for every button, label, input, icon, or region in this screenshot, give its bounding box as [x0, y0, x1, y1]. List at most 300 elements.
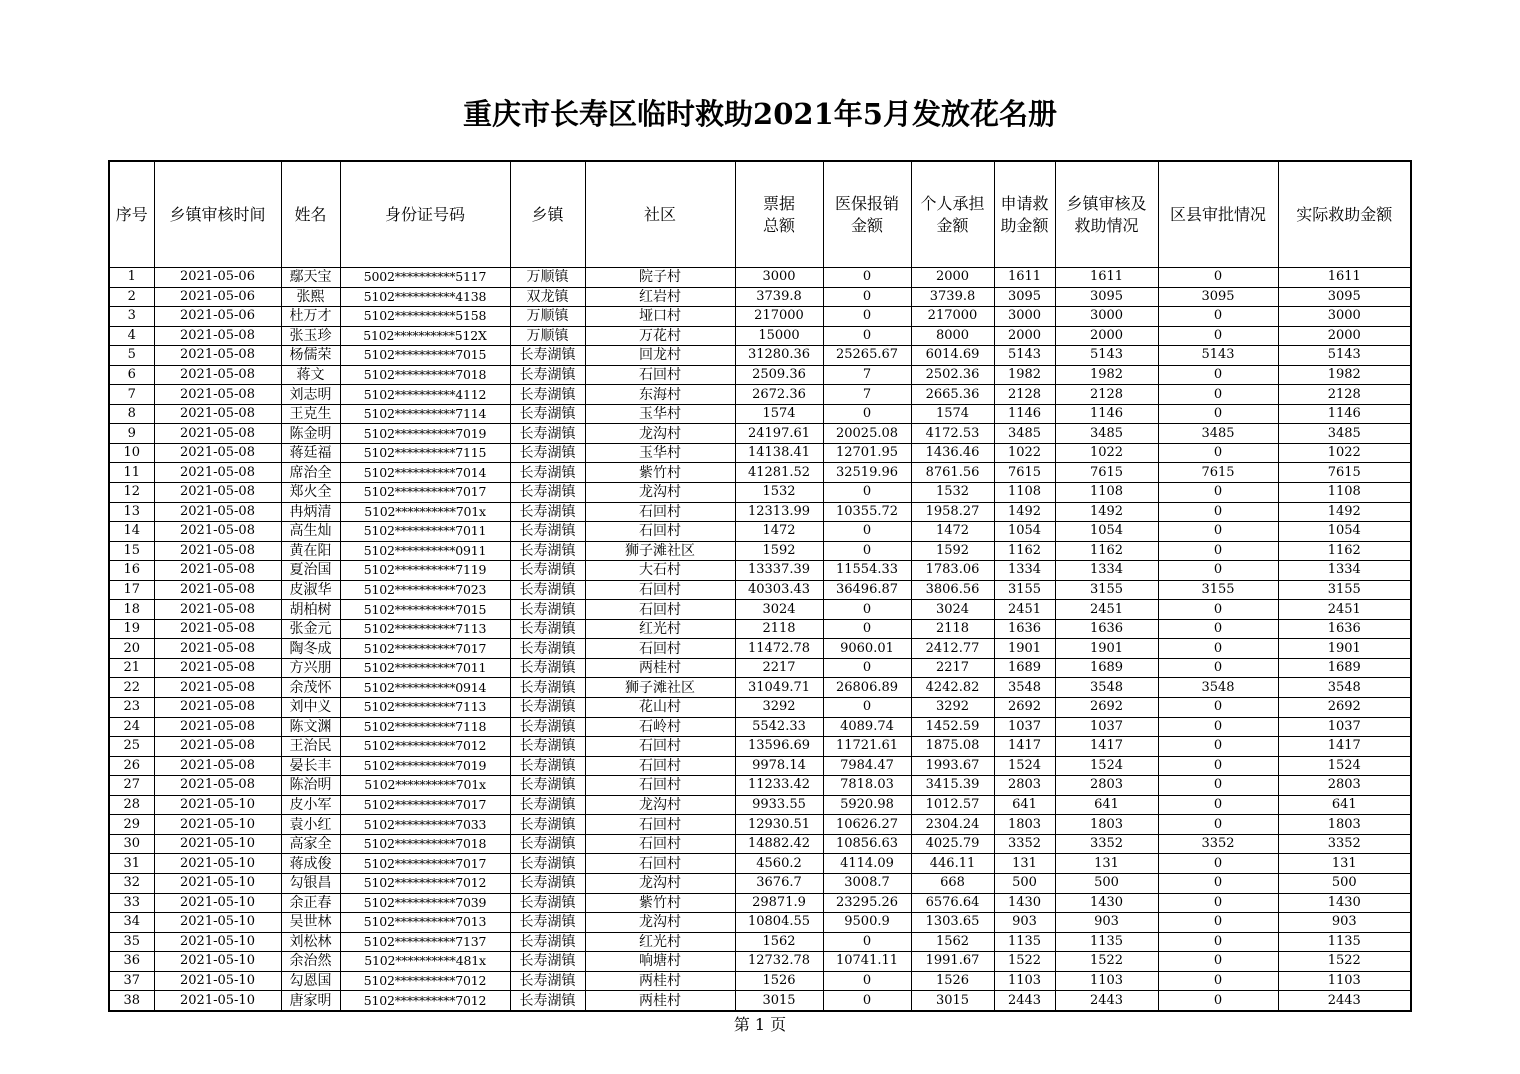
cell-township: 长寿湖镇 — [510, 463, 585, 483]
cell-name: 席治全 — [281, 463, 340, 483]
cell-actual-amount: 1037 — [1278, 717, 1411, 737]
cell-personal-burden: 1436.46 — [911, 443, 994, 463]
cell-personal-burden: 1532 — [911, 483, 994, 503]
cell-district-approval: 0 — [1158, 756, 1278, 776]
cell-review-date: 2021-05-08 — [154, 443, 281, 463]
cell-township: 万顺镇 — [510, 326, 585, 346]
cell-township-review: 131 — [1055, 854, 1158, 874]
cell-personal-burden: 446.11 — [911, 854, 994, 874]
cell-actual-amount: 1108 — [1278, 483, 1411, 503]
cell-personal-burden: 3024 — [911, 600, 994, 620]
cell-township-review: 2000 — [1055, 326, 1158, 346]
cell-requested-amount: 1334 — [994, 561, 1055, 581]
cell-township-review: 1103 — [1055, 971, 1158, 991]
cell-bill-total: 4560.2 — [735, 854, 823, 874]
cell-community: 石回村 — [585, 776, 735, 796]
cell-community: 石回村 — [585, 502, 735, 522]
cell-bill-total: 2217 — [735, 658, 823, 678]
cell-review-date: 2021-05-08 — [154, 346, 281, 366]
cell-township-review: 1901 — [1055, 639, 1158, 659]
table-row — [109, 991, 1411, 1011]
cell-actual-amount: 1689 — [1278, 658, 1411, 678]
cell-bill-total: 1532 — [735, 483, 823, 503]
cell-bill-total: 3676.7 — [735, 873, 823, 893]
cell-actual-amount: 3485 — [1278, 424, 1411, 444]
header-col-index: 序号 — [109, 161, 154, 268]
cell-id-number: 5102**********7015 — [340, 600, 510, 620]
cell-name: 夏治国 — [281, 561, 340, 581]
cell-township: 长寿湖镇 — [510, 834, 585, 854]
table-row — [109, 913, 1411, 933]
cell-personal-burden: 3806.56 — [911, 580, 994, 600]
cell-insurance-reimbursement: 25265.67 — [823, 346, 911, 366]
cell-community: 石回村 — [585, 522, 735, 542]
cell-id-number: 5102**********7039 — [340, 893, 510, 913]
cell-township: 长寿湖镇 — [510, 502, 585, 522]
cell-district-approval: 0 — [1158, 854, 1278, 874]
cell-actual-amount: 7615 — [1278, 463, 1411, 483]
cell-requested-amount: 1636 — [994, 619, 1055, 639]
cell-actual-amount: 1636 — [1278, 619, 1411, 639]
cell-requested-amount: 2128 — [994, 385, 1055, 405]
cell-index: 9 — [109, 424, 154, 444]
cell-index: 25 — [109, 737, 154, 757]
cell-index: 13 — [109, 502, 154, 522]
cell-township: 长寿湖镇 — [510, 893, 585, 913]
cell-actual-amount: 1135 — [1278, 932, 1411, 952]
cell-review-date: 2021-05-08 — [154, 619, 281, 639]
cell-township: 长寿湖镇 — [510, 365, 585, 385]
cell-township: 长寿湖镇 — [510, 815, 585, 835]
cell-name: 晏长丰 — [281, 756, 340, 776]
cell-id-number: 5102**********7017 — [340, 854, 510, 874]
cell-index: 4 — [109, 326, 154, 346]
cell-index: 23 — [109, 698, 154, 718]
cell-name: 方兴朋 — [281, 658, 340, 678]
cell-actual-amount: 3095 — [1278, 287, 1411, 307]
cell-name: 皮淑华 — [281, 580, 340, 600]
cell-township: 长寿湖镇 — [510, 795, 585, 815]
cell-township: 长寿湖镇 — [510, 971, 585, 991]
cell-township: 长寿湖镇 — [510, 619, 585, 639]
cell-insurance-reimbursement: 0 — [823, 404, 911, 424]
cell-community: 石回村 — [585, 600, 735, 620]
cell-name: 郑火全 — [281, 483, 340, 503]
cell-district-approval: 0 — [1158, 795, 1278, 815]
cell-bill-total: 3739.8 — [735, 287, 823, 307]
cell-insurance-reimbursement: 7984.47 — [823, 756, 911, 776]
cell-insurance-reimbursement: 7818.03 — [823, 776, 911, 796]
cell-township: 长寿湖镇 — [510, 600, 585, 620]
cell-district-approval: 3548 — [1158, 678, 1278, 698]
cell-index: 7 — [109, 385, 154, 405]
cell-index: 1 — [109, 268, 154, 288]
cell-insurance-reimbursement: 0 — [823, 619, 911, 639]
cell-bill-total: 31049.71 — [735, 678, 823, 698]
cell-township-review: 2443 — [1055, 991, 1158, 1011]
cell-actual-amount: 1022 — [1278, 443, 1411, 463]
table-row — [109, 873, 1411, 893]
table-row — [109, 600, 1411, 620]
cell-review-date: 2021-05-10 — [154, 932, 281, 952]
cell-id-number: 5102**********7012 — [340, 873, 510, 893]
table-row — [109, 326, 1411, 346]
cell-community: 石回村 — [585, 580, 735, 600]
cell-name: 刘松林 — [281, 932, 340, 952]
cell-township-review: 1146 — [1055, 404, 1158, 424]
cell-name: 勾恩国 — [281, 971, 340, 991]
cell-actual-amount: 3352 — [1278, 834, 1411, 854]
cell-actual-amount: 3548 — [1278, 678, 1411, 698]
cell-index: 20 — [109, 639, 154, 659]
cell-name: 陶冬成 — [281, 639, 340, 659]
cell-review-date: 2021-05-10 — [154, 815, 281, 835]
cell-township: 长寿湖镇 — [510, 424, 585, 444]
cell-township: 长寿湖镇 — [510, 561, 585, 581]
cell-community: 玉华村 — [585, 443, 735, 463]
cell-index: 3 — [109, 307, 154, 327]
cell-index: 17 — [109, 580, 154, 600]
cell-personal-burden: 1875.08 — [911, 737, 994, 757]
cell-district-approval: 0 — [1158, 952, 1278, 972]
cell-bill-total: 13337.39 — [735, 561, 823, 581]
cell-bill-total: 1592 — [735, 541, 823, 561]
cell-actual-amount: 1522 — [1278, 952, 1411, 972]
cell-requested-amount: 3485 — [994, 424, 1055, 444]
cell-personal-burden: 3739.8 — [911, 287, 994, 307]
cell-actual-amount: 2128 — [1278, 385, 1411, 405]
cell-actual-amount: 131 — [1278, 854, 1411, 874]
cell-district-approval: 0 — [1158, 443, 1278, 463]
cell-personal-burden: 4242.82 — [911, 678, 994, 698]
cell-township: 长寿湖镇 — [510, 854, 585, 874]
header-col-actual-amount: 实际救助金额 — [1278, 161, 1411, 268]
table-row — [109, 795, 1411, 815]
table-row — [109, 639, 1411, 659]
cell-township: 长寿湖镇 — [510, 522, 585, 542]
cell-name: 杜万才 — [281, 307, 340, 327]
cell-bill-total: 14882.42 — [735, 834, 823, 854]
cell-township-review: 3000 — [1055, 307, 1158, 327]
cell-bill-total: 1574 — [735, 404, 823, 424]
cell-id-number: 5102**********512X — [340, 326, 510, 346]
cell-personal-burden: 1958.27 — [911, 502, 994, 522]
cell-community: 红光村 — [585, 932, 735, 952]
cell-id-number: 5102**********7012 — [340, 971, 510, 991]
cell-district-approval: 0 — [1158, 307, 1278, 327]
cell-index: 28 — [109, 795, 154, 815]
cell-personal-burden: 6014.69 — [911, 346, 994, 366]
cell-township-review: 7615 — [1055, 463, 1158, 483]
table-row — [109, 658, 1411, 678]
cell-name: 王治民 — [281, 737, 340, 757]
cell-insurance-reimbursement: 4089.74 — [823, 717, 911, 737]
cell-bill-total: 9933.55 — [735, 795, 823, 815]
cell-name: 蒋廷福 — [281, 443, 340, 463]
cell-township-review: 1689 — [1055, 658, 1158, 678]
cell-township-review: 1522 — [1055, 952, 1158, 972]
cell-name: 黄在阳 — [281, 541, 340, 561]
cell-township: 双龙镇 — [510, 287, 585, 307]
cell-id-number: 5102**********4112 — [340, 385, 510, 405]
cell-personal-burden: 1592 — [911, 541, 994, 561]
cell-district-approval: 0 — [1158, 873, 1278, 893]
cell-personal-burden: 1993.67 — [911, 756, 994, 776]
cell-id-number: 5102**********0911 — [340, 541, 510, 561]
cell-requested-amount: 1982 — [994, 365, 1055, 385]
cell-district-approval: 0 — [1158, 893, 1278, 913]
cell-personal-burden: 2502.36 — [911, 365, 994, 385]
cell-requested-amount: 500 — [994, 873, 1055, 893]
cell-insurance-reimbursement: 10355.72 — [823, 502, 911, 522]
cell-insurance-reimbursement: 0 — [823, 698, 911, 718]
cell-insurance-reimbursement: 36496.87 — [823, 580, 911, 600]
cell-personal-burden: 8761.56 — [911, 463, 994, 483]
cell-review-date: 2021-05-10 — [154, 991, 281, 1011]
cell-township: 长寿湖镇 — [510, 717, 585, 737]
cell-review-date: 2021-05-10 — [154, 854, 281, 874]
table-row — [109, 619, 1411, 639]
cell-actual-amount: 641 — [1278, 795, 1411, 815]
cell-review-date: 2021-05-08 — [154, 483, 281, 503]
cell-township-review: 2128 — [1055, 385, 1158, 405]
cell-index: 24 — [109, 717, 154, 737]
cell-community: 玉华村 — [585, 404, 735, 424]
page-footer: 第 1 页 — [733, 1015, 787, 1034]
cell-community: 石回村 — [585, 854, 735, 874]
cell-township-review: 5143 — [1055, 346, 1158, 366]
cell-insurance-reimbursement: 10626.27 — [823, 815, 911, 835]
header-col-township-review: 乡镇审核及 救助情况 — [1055, 161, 1158, 268]
header-col-community: 社区 — [585, 161, 735, 268]
cell-insurance-reimbursement: 0 — [823, 287, 911, 307]
cell-name: 唐家明 — [281, 991, 340, 1011]
cell-id-number: 5002**********5117 — [340, 268, 510, 288]
cell-community: 紫竹村 — [585, 463, 735, 483]
cell-index: 18 — [109, 600, 154, 620]
cell-requested-amount: 1689 — [994, 658, 1055, 678]
cell-township-review: 3095 — [1055, 287, 1158, 307]
cell-township-review: 1108 — [1055, 483, 1158, 503]
cell-requested-amount: 641 — [994, 795, 1055, 815]
cell-bill-total: 10804.55 — [735, 913, 823, 933]
cell-insurance-reimbursement: 10741.11 — [823, 952, 911, 972]
cell-township: 长寿湖镇 — [510, 346, 585, 366]
table-row — [109, 580, 1411, 600]
cell-index: 37 — [109, 971, 154, 991]
cell-insurance-reimbursement: 9060.01 — [823, 639, 911, 659]
cell-index: 8 — [109, 404, 154, 424]
table-row — [109, 404, 1411, 424]
cell-district-approval: 0 — [1158, 619, 1278, 639]
cell-district-approval: 3485 — [1158, 424, 1278, 444]
cell-bill-total: 1562 — [735, 932, 823, 952]
cell-index: 19 — [109, 619, 154, 639]
cell-index: 10 — [109, 443, 154, 463]
cell-personal-burden: 1452.59 — [911, 717, 994, 737]
cell-name: 袁小红 — [281, 815, 340, 835]
cell-requested-amount: 3352 — [994, 834, 1055, 854]
cell-actual-amount: 1146 — [1278, 404, 1411, 424]
cell-bill-total: 12732.78 — [735, 952, 823, 972]
cell-actual-amount: 1611 — [1278, 268, 1411, 288]
cell-insurance-reimbursement: 0 — [823, 326, 911, 346]
cell-review-date: 2021-05-10 — [154, 913, 281, 933]
table-row — [109, 776, 1411, 796]
cell-insurance-reimbursement: 0 — [823, 658, 911, 678]
header-col-id-number: 身份证号码 — [340, 161, 510, 268]
table-row — [109, 561, 1411, 581]
cell-township-review: 1430 — [1055, 893, 1158, 913]
cell-district-approval: 0 — [1158, 717, 1278, 737]
cell-name: 蒋文 — [281, 365, 340, 385]
cell-township-review: 500 — [1055, 873, 1158, 893]
cell-district-approval: 0 — [1158, 932, 1278, 952]
header-col-requested-amount: 申请救 助金额 — [994, 161, 1055, 268]
cell-township: 长寿湖镇 — [510, 678, 585, 698]
cell-township-review: 1417 — [1055, 737, 1158, 757]
cell-name: 张玉珍 — [281, 326, 340, 346]
cell-personal-burden: 4025.79 — [911, 834, 994, 854]
cell-requested-amount: 1054 — [994, 522, 1055, 542]
table-row — [109, 307, 1411, 327]
cell-id-number: 5102**********7023 — [340, 580, 510, 600]
cell-township: 长寿湖镇 — [510, 541, 585, 561]
cell-id-number: 5102**********7019 — [340, 756, 510, 776]
cell-actual-amount: 903 — [1278, 913, 1411, 933]
cell-community: 石回村 — [585, 639, 735, 659]
cell-index: 38 — [109, 991, 154, 1011]
cell-township: 长寿湖镇 — [510, 580, 585, 600]
table-row — [109, 541, 1411, 561]
cell-personal-burden: 668 — [911, 873, 994, 893]
cell-district-approval: 0 — [1158, 776, 1278, 796]
cell-review-date: 2021-05-08 — [154, 600, 281, 620]
cell-requested-amount: 3000 — [994, 307, 1055, 327]
cell-insurance-reimbursement: 0 — [823, 932, 911, 952]
table-row — [109, 893, 1411, 913]
cell-community: 两桂村 — [585, 971, 735, 991]
cell-index: 36 — [109, 952, 154, 972]
cell-requested-amount: 1524 — [994, 756, 1055, 776]
table-row — [109, 678, 1411, 698]
table-row — [109, 443, 1411, 463]
header-col-bill-total: 票据 总额 — [735, 161, 823, 268]
cell-township: 长寿湖镇 — [510, 776, 585, 796]
header-col-review-date: 乡镇审核时间 — [154, 161, 281, 268]
cell-review-date: 2021-05-10 — [154, 893, 281, 913]
cell-township-review: 2451 — [1055, 600, 1158, 620]
table-row — [109, 522, 1411, 542]
cell-name: 陈金明 — [281, 424, 340, 444]
cell-actual-amount: 3155 — [1278, 580, 1411, 600]
cell-name: 吴世林 — [281, 913, 340, 933]
cell-name: 余茂怀 — [281, 678, 340, 698]
cell-requested-amount: 3548 — [994, 678, 1055, 698]
table-row — [109, 756, 1411, 776]
cell-name: 陈治明 — [281, 776, 340, 796]
cell-district-approval: 0 — [1158, 815, 1278, 835]
table-header-row — [109, 161, 1411, 268]
cell-requested-amount: 1022 — [994, 443, 1055, 463]
cell-community: 东海村 — [585, 385, 735, 405]
cell-bill-total: 14138.41 — [735, 443, 823, 463]
cell-community: 红岩村 — [585, 287, 735, 307]
cell-personal-burden: 1783.06 — [911, 561, 994, 581]
cell-id-number: 5102**********7011 — [340, 658, 510, 678]
cell-personal-burden: 2665.36 — [911, 385, 994, 405]
table-row — [109, 346, 1411, 366]
cell-id-number: 5102**********7019 — [340, 424, 510, 444]
cell-review-date: 2021-05-08 — [154, 678, 281, 698]
cell-review-date: 2021-05-08 — [154, 522, 281, 542]
header-col-insurance-reimbursement: 医保报销 金额 — [823, 161, 911, 268]
cell-bill-total: 2672.36 — [735, 385, 823, 405]
cell-id-number: 5102**********7011 — [340, 522, 510, 542]
cell-review-date: 2021-05-08 — [154, 737, 281, 757]
cell-bill-total: 2509.36 — [735, 365, 823, 385]
cell-review-date: 2021-05-08 — [154, 365, 281, 385]
cell-review-date: 2021-05-08 — [154, 580, 281, 600]
cell-actual-amount: 2443 — [1278, 991, 1411, 1011]
cell-review-date: 2021-05-10 — [154, 971, 281, 991]
cell-township: 长寿湖镇 — [510, 991, 585, 1011]
cell-requested-amount: 1103 — [994, 971, 1055, 991]
cell-index: 14 — [109, 522, 154, 542]
cell-personal-burden: 2412.77 — [911, 639, 994, 659]
cell-actual-amount: 2692 — [1278, 698, 1411, 718]
cell-personal-burden: 1991.67 — [911, 952, 994, 972]
cell-id-number: 5102**********7013 — [340, 913, 510, 933]
cell-actual-amount: 1803 — [1278, 815, 1411, 835]
header-col-district-approval: 区县审批情况 — [1158, 161, 1278, 268]
cell-name: 余治然 — [281, 952, 340, 972]
table-row — [109, 483, 1411, 503]
cell-review-date: 2021-05-10 — [154, 873, 281, 893]
cell-index: 11 — [109, 463, 154, 483]
cell-community: 石回村 — [585, 815, 735, 835]
cell-district-approval: 0 — [1158, 541, 1278, 561]
cell-township: 长寿湖镇 — [510, 658, 585, 678]
cell-township-review: 1054 — [1055, 522, 1158, 542]
cell-requested-amount: 903 — [994, 913, 1055, 933]
cell-personal-burden: 6576.64 — [911, 893, 994, 913]
table-row — [109, 698, 1411, 718]
cell-district-approval: 0 — [1158, 913, 1278, 933]
cell-index: 27 — [109, 776, 154, 796]
cell-personal-burden: 4172.53 — [911, 424, 994, 444]
cell-township-review: 903 — [1055, 913, 1158, 933]
cell-personal-burden: 2304.24 — [911, 815, 994, 835]
cell-actual-amount: 1054 — [1278, 522, 1411, 542]
table-row — [109, 952, 1411, 972]
cell-id-number: 5102**********7017 — [340, 795, 510, 815]
cell-requested-amount: 2000 — [994, 326, 1055, 346]
cell-index: 32 — [109, 873, 154, 893]
cell-personal-burden: 2118 — [911, 619, 994, 639]
cell-id-number: 5102**********7014 — [340, 463, 510, 483]
table-row — [109, 971, 1411, 991]
cell-insurance-reimbursement: 12701.95 — [823, 443, 911, 463]
cell-township: 长寿湖镇 — [510, 913, 585, 933]
cell-insurance-reimbursement: 11721.61 — [823, 737, 911, 757]
cell-community: 狮子滩社区 — [585, 541, 735, 561]
table-row — [109, 737, 1411, 757]
cell-township-review: 3352 — [1055, 834, 1158, 854]
table-row — [109, 268, 1411, 288]
cell-id-number: 5102**********7114 — [340, 404, 510, 424]
cell-township-review: 1022 — [1055, 443, 1158, 463]
